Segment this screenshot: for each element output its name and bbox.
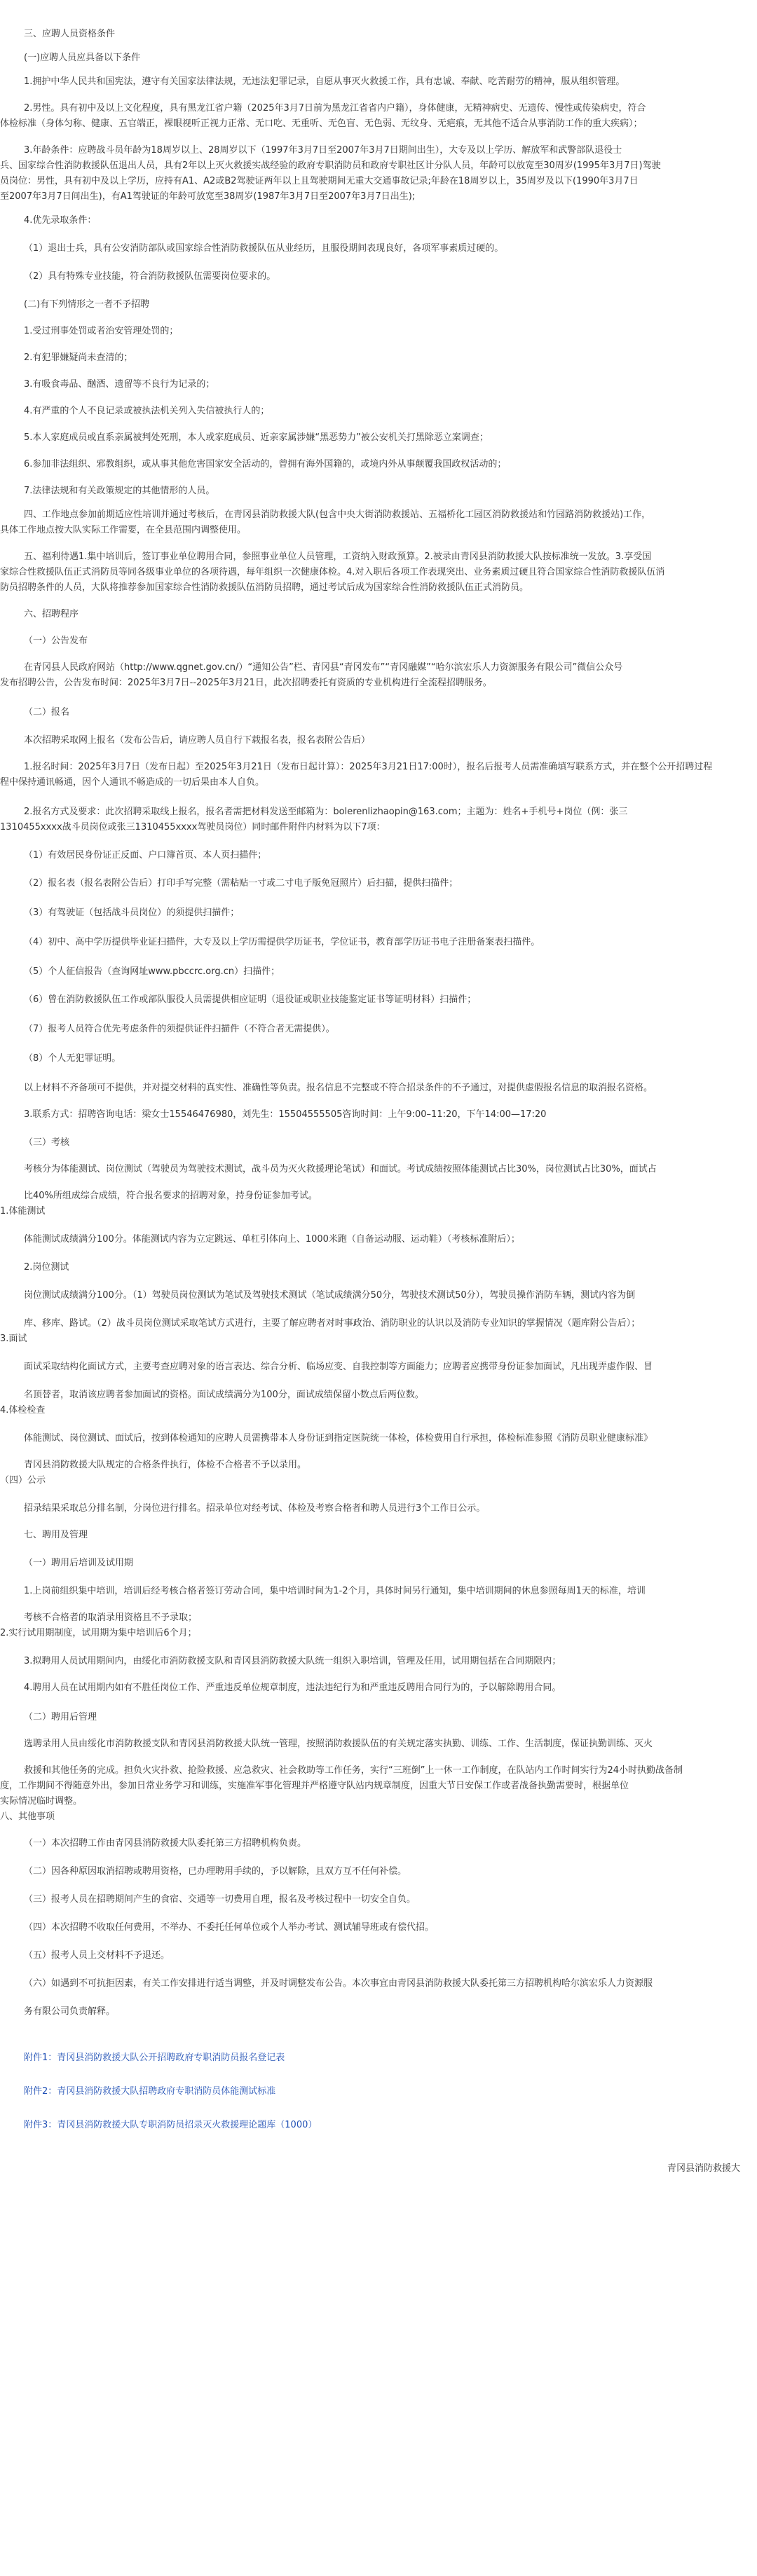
paragraph-line: 五、福利待遇1.集中培训后，签订事业单位聘用合同，参照事业单位人员管理，工资纳入财政预算。2.被录由青冈县消防救援大队按标准统一发放。3.享受国 xyxy=(24,551,652,562)
attachment-link[interactable]: 附件1：青冈县消防救援大队公开招聘政府专职消防员报名登记表 xyxy=(24,2053,285,2063)
paragraph-line: 体能测试、岗位测试、面试后，按到体检通知的应聘人员需携带本人身份证到指定医院统一体检，体检费用自行承担，体检标准参照《消防员职业健康标准》 xyxy=(24,1433,653,1444)
paragraph-line: 考核不合格者的取消录用资格且不予录取； xyxy=(24,1612,198,1623)
paragraph-line: 务有限公司负责解释。 xyxy=(24,2006,116,2017)
paragraph-line: （5）个人征信报告（查询网址www.pbccrc.org.cn）扫描件； xyxy=(24,966,280,977)
paragraph-line: 家综合性救援队伍正式消防员等同各级事业单位的各项待遇，每年组织一次健康体检。4.对入职后各项工作表现突出、业务素质过硬且符合国家综合性消防救援队伍消 xyxy=(0,567,665,577)
paragraph-line: 2.有犯罪嫌疑尚未查清的； xyxy=(24,352,133,363)
paragraph-line: 1310455xxxx战斗员岗位或张三1310455xxxx驾驶员岗位）同时邮件附件内材料为以下7项： xyxy=(0,822,386,833)
paragraph-line: （1）退出士兵，具有公安消防部队或国家综合性消防救援队伍从业经历，且服役期间表现良好，各项军事素质过硬的。 xyxy=(24,243,504,254)
paragraph-line: 2.男性。具有初中及以上文化程度，具有黑龙江省户籍（2025年3月7日前为黑龙江省省内户籍），身体健康，无精神病史、无遗传、慢性或传染病史，符合 xyxy=(24,103,646,114)
paragraph-line: (一)应聘人员应具备以下条件 xyxy=(24,53,141,63)
paragraph-line: （四）本次招聘不收取任何费用，不举办、不委托任何单位或个人举办考试、测试辅导班或有偿代招。 xyxy=(24,1922,435,1933)
paragraph-line: （8）个人无犯罪证明。 xyxy=(24,1053,121,1064)
paragraph-line: 2.岗位测试 xyxy=(24,1262,69,1273)
paragraph-line: 4.聘用人员在试用期内如有不胜任岗位工作、严重违反单位规章制度，违法违纪行为和严重违反聘用合同行为的，予以解除聘用合同。 xyxy=(24,1683,561,1693)
paragraph-line: 1.体能测试 xyxy=(0,1206,46,1217)
paragraph-line: 体检标准（身体匀称、健康、五官端正，裸眼视听正视力正常、无口吃、无重听、无色盲、无色弱、无纹身、无疤痕，无其他不适合从事消防工作的重大疾病）； xyxy=(0,118,643,129)
paragraph-line: 库、移库、路试。（2）战斗员岗位测试采取笔试方式进行，主要了解应聘者对时事政治、消防职业的认识以及消防专业知识的掌握情况（题库附公告后）； xyxy=(24,1318,641,1329)
signature: 青冈县消防救援大 xyxy=(667,2163,741,2174)
paragraph-line: 青冈县消防救援大队规定的合格条件执行，体检不合格者不予以录用。 xyxy=(24,1460,307,1470)
paragraph-line: 比40%所组成综合成绩，符合报名要求的招聘对象，持身份证参加考试。 xyxy=(24,1191,318,1201)
paragraph-line: （四）公示 xyxy=(0,1475,46,1486)
paragraph-line: 2.报名方式及要求：此次招聘采取线上报名，报名者需把材料发送至邮箱为：bolerenlizhaopin@163.com；主题为：姓名+手机号+岗位（例：张三 xyxy=(24,807,628,817)
paragraph-line: （4）初中、高中学历提供毕业证扫描件，大专及以上学历需提供学历证书，学位证书，教育部学历证书电子注册备案表扫描件。 xyxy=(24,937,540,947)
paragraph-line: 3.年龄条件：应聘战斗员年龄为18周岁以上、28周岁以下（1997年3月7日至2007年3月7日期间出生），大专及以上学历、解放军和武警部队退役士 xyxy=(24,145,622,156)
paragraph-line: 四、工作地点参加前期适应性培训并通过考核后，在青冈县消防救援大队(包含中央大街消防救援站、五福桥化工园区消防救援站和竹园路消防救援站)工作， xyxy=(24,509,651,520)
paragraph-line: （一）公告发布 xyxy=(24,636,88,646)
paragraph-line: 防员招聘条件的人员，大队将推荐参加国家综合性消防救援队伍消防员招聘，通过考试后成为国家综合性消防救援队伍正式消防员。 xyxy=(0,582,529,593)
paragraph-line: 以上材料不齐备项可不提供，并对提交材料的真实性、准确性等负责。报名信息不完整或不符合招录条件的不予通过，对提供虚假报名信息的取消报名资格。 xyxy=(24,1083,653,1093)
paragraph-line: 名顶替者，取消该应聘者参加面试的资格。面试成绩满分为100分，面试成绩保留小数点后两位数。 xyxy=(24,1390,424,1400)
attachment-link[interactable]: 附件2：青冈县消防救援大队招聘政府专职消防员体能测试标准 xyxy=(24,2086,276,2097)
paragraph-line: 7.法律法规和有关政策规定的其他情形的人员。 xyxy=(24,486,215,496)
paragraph-line: 实际情况临时调整。 xyxy=(0,1796,83,1807)
paragraph-line: 在青冈县人民政府网站（http://www.qgnet.gov.cn/）“通知公告”栏、青冈县“青冈发布”“青冈融媒”“哈尔滨宏乐人力资源服务有限公司”微信公众号 xyxy=(24,662,623,673)
paragraph-line: 具体工作地点按大队实际工作需要，在全县范围内调整使用。 xyxy=(0,525,247,535)
paragraph-line: 至2007年3月7日间出生)，有A1驾驶证的年龄可放宽至38周岁(1987年3月7日至2007年3月7日出生); xyxy=(0,191,416,202)
paragraph-line: 3.联系方式：招聘咨询电话：梁女士15546476980，刘先生：15504555505咨询时间：上午9:00–11:20，下午14:00—17:20 xyxy=(24,1109,547,1120)
paragraph-line: 2.实行试用期制度，试用期为集中培训后6个月； xyxy=(0,1628,197,1638)
paragraph-line: （3）有驾驶证（包括战斗员岗位）的须提供扫描件； xyxy=(24,907,240,918)
paragraph-line: （一）本次招聘工作由青冈县消防救援大队委托第三方招聘机构负责。 xyxy=(24,1838,307,1849)
paragraph-line: 救援和其他任务的完成。担负火灾扑救、抢险救援、应急救灾、社会救助等工作任务，实行“三班倒”上一休一工作制度，在队站内工作时间实行为24小时执勤战备制 xyxy=(24,1765,683,1776)
paragraph-line: 6.参加非法组织、邪教组织，或从事其他危害国家安全活动的，曾拥有海外国籍的，或境内外从事颠覆我国政权活动的； xyxy=(24,459,507,470)
paragraph-line: 1.受过刑事处罚或者治安管理处罚的； xyxy=(24,326,179,336)
paragraph-line: （7）报考人员符合优先考虑条件的须提供证件扫描件（不符合者无需提供）。 xyxy=(24,1024,335,1034)
paragraph-line: 5.本人家庭成员或直系亲属被判处死刑，本人或家庭成员、近亲家属涉嫌“黑恶势力”被公安机关打黑除恶立案调查； xyxy=(24,432,489,443)
paragraph-line: 六、招聘程序 xyxy=(24,609,79,619)
paragraph-line: 考核分为体能测试、岗位测试（驾驶员为驾驶技术测试，战斗员为灭火救援理论笔试）和面试。考试成绩按照体能测试占比30%，岗位测试占比30%，面试占 xyxy=(24,1164,657,1174)
paragraph-line: 程中保持通讯畅通，因个人通讯不畅造成的一切后果由本人自负。 xyxy=(0,777,265,788)
paragraph-line: （二）报名 xyxy=(24,707,70,718)
paragraph-line: 4.体检检查 xyxy=(0,1405,46,1416)
paragraph-line: 1.上岗前组织集中培训，培训后经考核合格者签订劳动合同，集中培训时间为1-2个月，具体时间另行通知，集中培训期间的休息参照每周1天的标准，培训 xyxy=(24,1586,646,1596)
paragraph-line: 岗位测试成绩满分100分。（1）驾驶员岗位测试为笔试及驾驶技术测试（笔试成绩满分50分，驾驶技术测试50分），驾驶员操作消防车辆，测试内容为倒 xyxy=(24,1290,636,1301)
paragraph-line: 3.有吸食毒品、酗酒、遗留等不良行为记录的； xyxy=(24,379,215,390)
paragraph-line: 招录结果采取总分排名制，分岗位进行排名。招录单位对经考试、体检及考察合格者和聘人员进行3个工作日公示。 xyxy=(24,1503,486,1514)
paragraph-line: 1.拥护中华人民共和国宪法，遵守有关国家法律法规，无违法犯罪记录，自愿从事灭火救援工作，具有忠诚、奉献、吃苦耐劳的精神，服从组织管理。 xyxy=(24,76,625,87)
paragraph-line: 4.有严重的个人不良记录或被执法机关列入失信被执行人的； xyxy=(24,406,270,416)
attachment-link[interactable]: 附件3：青冈县消防救援大队专职消防员招录灭火救援理论题库（1000） xyxy=(24,2120,318,2130)
paragraph-line: 度，工作期间不得随意外出，参加日常业务学习和训练，实施准军事化管理并严格遵守队站内规章制度，因重大节日安保工作或者战备执勤需要时，根据单位 xyxy=(0,1781,629,1791)
paragraph-line: 员岗位：男性，具有初中及以上学历，应持有A1、A2或B2驾驶证两年以上且驾驶期间无重大交通事故记录;年龄在18周岁以上，35周岁及以下(1990年3月7日 xyxy=(0,176,639,186)
paragraph-line: （六）如遇到不可抗拒因素，有关工作安排进行适当调整，并及时调整发布公告。本次事宜由青冈县消防救援大队委托第三方招聘机构哈尔滨宏乐人力资源服 xyxy=(24,1978,653,1989)
paragraph-line: （三）报考人员在招聘期间产生的食宿、交通等一切费用自理，报名及考核过程中一切安全自负。 xyxy=(24,1894,416,1905)
paragraph-line: （1）有效居民身份证正反面、户口簿首页、本人页扫描件； xyxy=(24,850,267,861)
paragraph-line: 兵、国家综合性消防救援队伍退出人员，具有2年以上灭火救援实战经验的政府专职消防员和政府专职社区计分队人员，年龄可以放宽至30周岁(1995年3月7日)驾驶 xyxy=(0,160,661,171)
paragraph-line: 七、聘用及管理 xyxy=(24,1530,88,1540)
paragraph-line: （五）报考人员上交材料不予退还。 xyxy=(24,1950,170,1961)
paragraph-line: 面试采取结构化面试方式，主要考查应聘对象的语言表达、综合分析、临场应变、自我控制等方面能力；应聘者应携带身份证参加面试，凡出现弄虚作假、冒 xyxy=(24,1362,653,1372)
paragraph-line: 三、应聘人员资格条件 xyxy=(24,29,116,39)
paragraph-line: 1.报名时间：2025年3月7日（发布日起）至2025年3月21日（发布日起计算）：2025年3月21日17:00时），报名后报考人员需准确填写联系方式，并在整个公开招聘过程 xyxy=(24,762,713,772)
paragraph-line: （6）曾在消防救援队伍工作或部队服役人员需提供相应证明（退役证或职业技能鉴定证书等证明材料）扫描件； xyxy=(24,994,477,1005)
paragraph-line: （二）因各种原因取消招聘或聘用资格，已办理聘用手续的，予以解除，且双方互不任何补偿。 xyxy=(24,1866,407,1877)
paragraph-line: (二)有下列情形之一者不予招聘 xyxy=(24,299,150,310)
paragraph-line: 本次招聘采取网上报名（发布公告后，请应聘人员自行下载报名表，报名表附公告后） xyxy=(24,735,371,746)
paragraph-line: （2）具有特殊专业技能，符合消防救援队伍需要岗位要求的。 xyxy=(24,271,276,282)
paragraph-line: （一）聘用后培训及试用期 xyxy=(24,1558,134,1568)
paragraph-line: 八、其他事项 xyxy=(0,1811,55,1822)
paragraph-line: 发布招聘公告，公告发布时间：2025年3月7日--2025年3月21日，此次招聘委托有资质的专业机构进行全流程招聘服务。 xyxy=(0,678,492,688)
paragraph-line: 3.拟聘用人员试用期间内，由绥化市消防救援支队和青冈县消防救援大队统一组织入职培训，管理及任用，试用期包括在合同期限内； xyxy=(24,1656,561,1666)
paragraph-line: 体能测试成绩满分100分。体能测试内容为立定跳远、单杠引体向上、1000米跑（自备运动服、运动鞋）（考核标准附后）； xyxy=(24,1234,520,1245)
paragraph-line: （三）考核 xyxy=(24,1137,70,1148)
paragraph-line: 4.优先录取条件： xyxy=(24,215,97,226)
paragraph-line: （2）报名表（报名表附公告后）打印手写完整（需粘贴一寸或二寸电子版免冠照片）后扫描，提供扫描件； xyxy=(24,878,458,889)
paragraph-line: 选聘录用人员由绥化市消防救援支队和青冈县消防救援大队统一管理，按照消防救援队伍的有关规定落实执勤、训练、工作、生活制度，保证执勤训练、灭火 xyxy=(24,1739,653,1749)
paragraph-line: 3.面试 xyxy=(0,1334,27,1344)
paragraph-line: （二）聘用后管理 xyxy=(24,1712,97,1722)
